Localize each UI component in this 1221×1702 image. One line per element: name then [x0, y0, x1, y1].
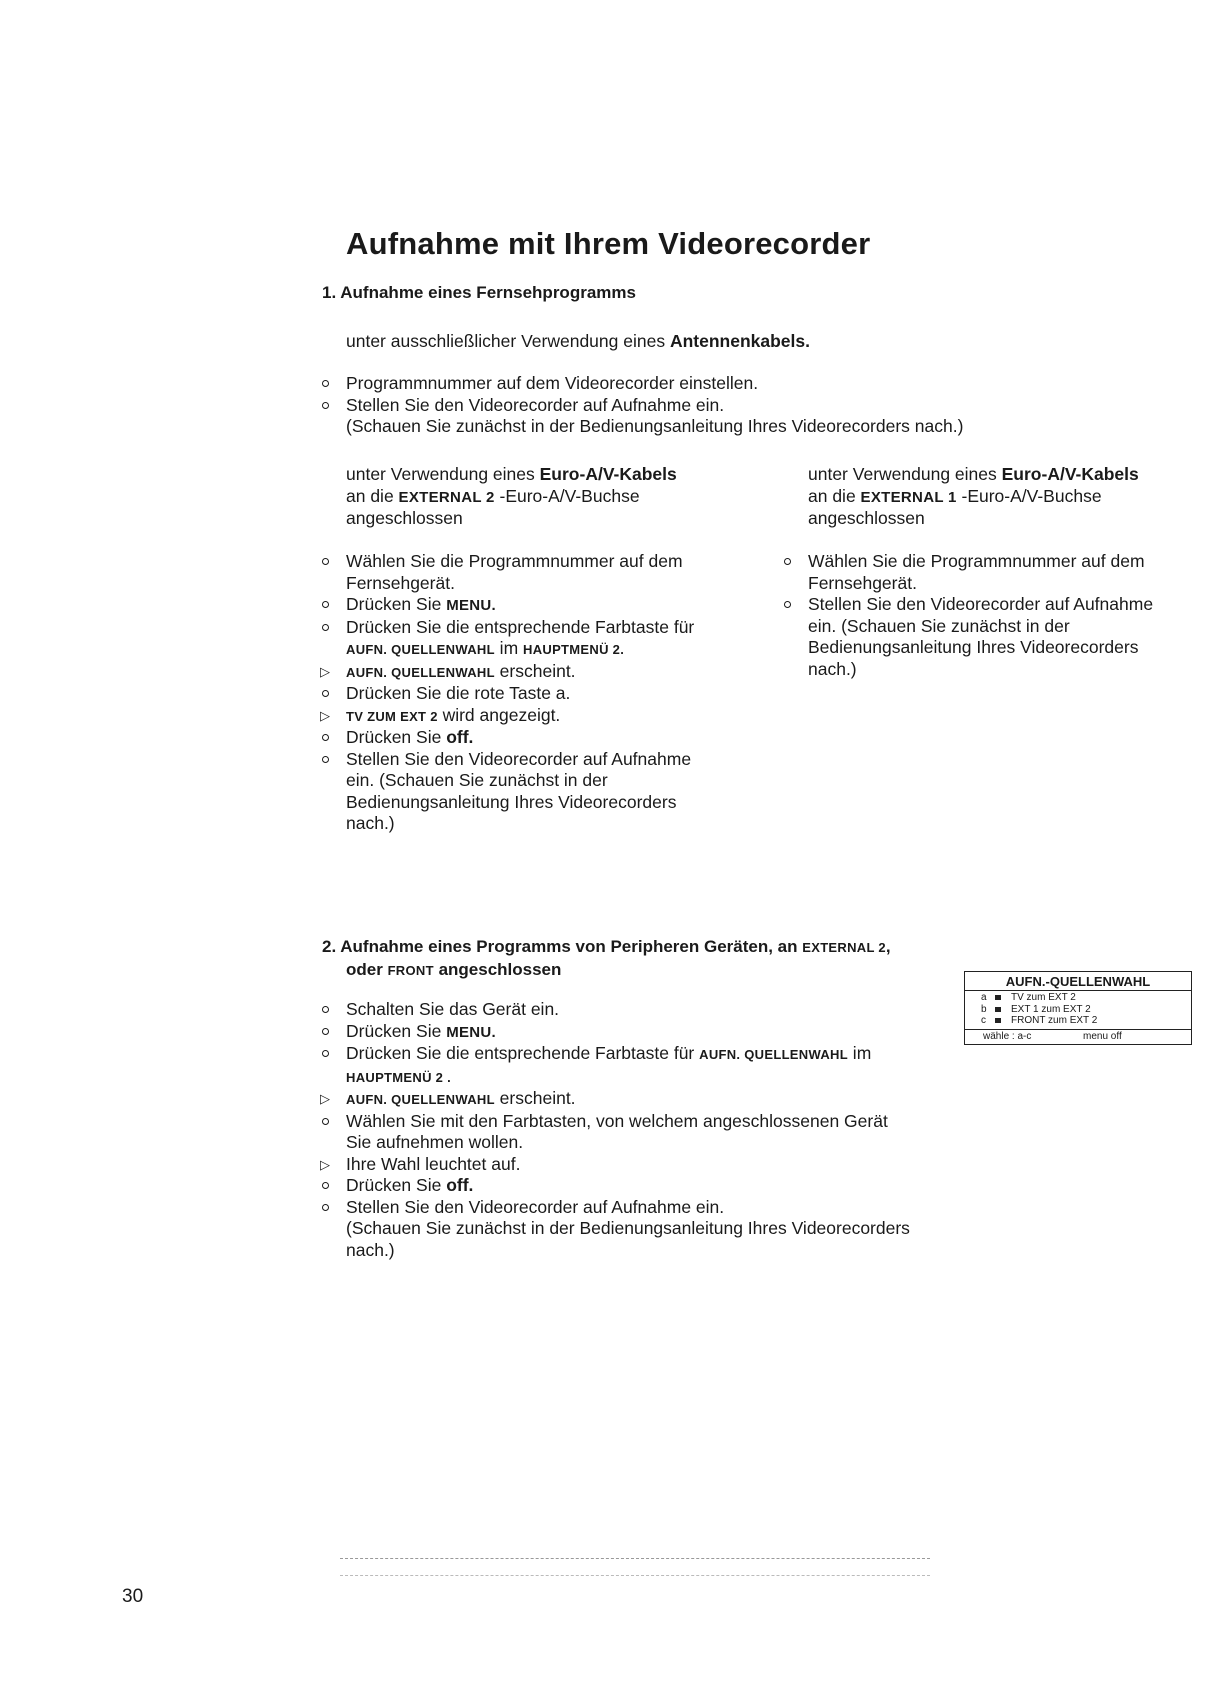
left-column-intro — [346, 464, 746, 530]
external-2-label: EXTERNAL 2 — [802, 940, 886, 955]
text-bold: off. — [446, 1175, 474, 1195]
front-label: FRONT — [387, 963, 434, 978]
menu-option-label: AUFN. QUELLENWAHL — [699, 1047, 848, 1062]
page-title: Aufnahme mit Ihrem Videorecorder — [346, 226, 871, 261]
list-item — [322, 1021, 982, 1044]
text: Bedienungsanleitung Ihres Videorecorders — [808, 637, 1139, 657]
text: Stellen Sie den Videorecorder auf Aufnahme — [808, 594, 1154, 614]
text: an die — [808, 485, 861, 506]
text-bold: Euro-A/V-Kabels — [1001, 464, 1139, 484]
text: Drücken Sie die entsprechende Farbtaste für — [346, 1043, 700, 1063]
text: Drücken Sie die entsprechende Farbtaste für — [346, 616, 695, 637]
section1-intro — [346, 331, 810, 353]
list-item: (Schauen Sie zunächst in der Bedienungsanleitung Ihres Videorecorders nach.) — [346, 416, 964, 436]
text: Wählen Sie die Programmnummer auf dem — [346, 551, 683, 571]
section2-heading — [322, 936, 972, 982]
external-2-label: EXTERNAL 2 — [398, 488, 495, 506]
list-item — [322, 594, 742, 617]
result-item — [322, 705, 742, 728]
text: Drücken Sie — [346, 727, 447, 747]
section1-heading: 1. Aufnahme eines Fernsehprogramms — [322, 283, 636, 302]
square-icon — [995, 1018, 1001, 1023]
osd-row — [965, 1004, 1191, 1016]
text: Bedienungsanleitung Ihres Videorecorders — [346, 791, 677, 812]
right-column-steps — [784, 551, 1204, 680]
osd-footer-left: wähle : a-c — [983, 1030, 1032, 1042]
menu-name-label: HAUPTMENÜ 2. — [523, 642, 625, 657]
text: Drücken Sie — [346, 594, 447, 614]
osd-label: TV ZUM EXT 2 — [346, 708, 438, 724]
list-item: Schalten Sie das Gerät ein. — [322, 999, 982, 1021]
text: oder — [346, 960, 388, 979]
text: unter Verwendung eines — [808, 464, 1002, 484]
text: ein. (Schauen Sie zunächst in der — [346, 770, 608, 790]
list-item — [322, 749, 742, 835]
list-item: Drücken Sie die rote Taste a. — [322, 683, 742, 705]
osd-row-label: TV zum EXT 2 — [1011, 992, 1076, 1003]
scan-artifact-line — [340, 1575, 930, 1576]
result-item — [322, 661, 742, 684]
osd-menu-illustration — [964, 971, 1192, 1045]
right-column-intro — [808, 464, 1208, 530]
text: Drücken Sie — [346, 1020, 447, 1041]
menu-option-label: AUFN. QUELLENWAHL — [346, 664, 495, 680]
text: an die — [346, 485, 399, 506]
intro-bold: Antennenkabels. — [669, 331, 810, 351]
menu-name-label: HAUPTMENÜ 2 . — [346, 1069, 452, 1085]
osd-row — [965, 992, 1191, 1004]
text: -Euro-A/V-Buchse — [956, 485, 1102, 506]
menu-key-label: MENU. — [446, 597, 497, 614]
osd-row-key: c — [981, 1015, 986, 1026]
text: im — [847, 1043, 872, 1063]
square-icon — [995, 995, 1001, 1000]
text: unter Verwendung eines — [346, 464, 540, 484]
osd-row-label: EXT 1 zum EXT 2 — [1011, 1003, 1091, 1015]
text: erscheint. — [494, 1088, 576, 1108]
osd-row — [965, 1015, 1191, 1027]
section2-steps — [322, 999, 982, 1261]
text: erscheint. — [494, 660, 576, 681]
text: angeschlossen — [808, 508, 925, 528]
intro-text: unter ausschließlicher Verwendung eines — [346, 331, 670, 351]
text: ein. (Schauen Sie zunächst in der — [808, 615, 1070, 636]
external-1-label: EXTERNAL 1 — [860, 488, 957, 506]
text: Wählen Sie die Programmnummer auf dem — [808, 551, 1145, 571]
text: angeschlossen — [346, 508, 463, 528]
text: nach.) — [346, 1239, 395, 1260]
list-item — [322, 1197, 982, 1262]
menu-option-label: AUFN. QUELLENWAHL — [346, 642, 495, 657]
osd-row-key: a — [981, 992, 987, 1003]
result-item — [322, 1088, 982, 1111]
osd-footer-right: menu off — [1083, 1030, 1122, 1042]
osd-row-label: FRONT zum EXT 2 — [1011, 1015, 1098, 1026]
result-item: ▷ Ihre Wahl leuchtet auf. — [322, 1154, 982, 1176]
list-item: Stellen Sie den Videorecorder auf Aufnahme ein. — [322, 395, 1062, 417]
list-item — [322, 551, 742, 594]
text: Fernsehgerät. — [808, 572, 917, 593]
list-item — [322, 1175, 982, 1197]
menu-key-label: MENU. — [446, 1023, 497, 1041]
list-item: Programmnummer auf dem Videorecorder einstellen. — [322, 373, 1062, 395]
scan-artifact-line — [340, 1558, 930, 1559]
text: Sie aufnehmen wollen. — [346, 1132, 524, 1152]
page-number: 30 — [122, 1586, 144, 1607]
text: (Schauen Sie zunächst in der Bedienungsanleitung Ihres Videorecorders — [346, 1218, 910, 1238]
list-item — [322, 1111, 982, 1154]
text: wird angezeigt. — [437, 704, 561, 725]
text: im — [494, 638, 524, 658]
osd-title: AUFN.-QUELLENWAHL — [965, 972, 1191, 991]
text: Stellen Sie den Videorecorder auf Aufnahme — [346, 748, 692, 769]
square-icon — [995, 1007, 1001, 1012]
text: nach.) — [808, 658, 857, 679]
text: Stellen Sie den Videorecorder auf Aufnahme ein. — [346, 1196, 725, 1217]
menu-option-label: AUFN. QUELLENWAHL — [346, 1092, 495, 1107]
section1-steps — [322, 373, 1062, 438]
text: Fernsehgerät. — [346, 572, 455, 593]
osd-row-key: b — [981, 1003, 987, 1015]
text: Wählen Sie mit den Farbtasten, von welchem angeschlossenen Gerät — [346, 1110, 888, 1131]
text: 2. Aufnahme eines Programms von Peripheren Geräten, an — [322, 937, 803, 956]
list-item — [322, 1043, 982, 1088]
text: , — [885, 937, 891, 956]
list-item — [784, 551, 1204, 594]
text: Drücken Sie — [346, 1175, 447, 1195]
text: nach.) — [346, 813, 395, 833]
list-item — [784, 594, 1204, 680]
text-bold: Euro-A/V-Kabels — [539, 464, 677, 484]
osd-footer — [965, 1029, 1191, 1044]
text-bold: off. — [446, 727, 474, 747]
list-item — [322, 727, 742, 749]
text: angeschlossen — [433, 960, 562, 979]
left-column-steps — [322, 551, 742, 835]
text: -Euro-A/V-Buchse — [494, 485, 640, 506]
list-item — [322, 617, 742, 661]
